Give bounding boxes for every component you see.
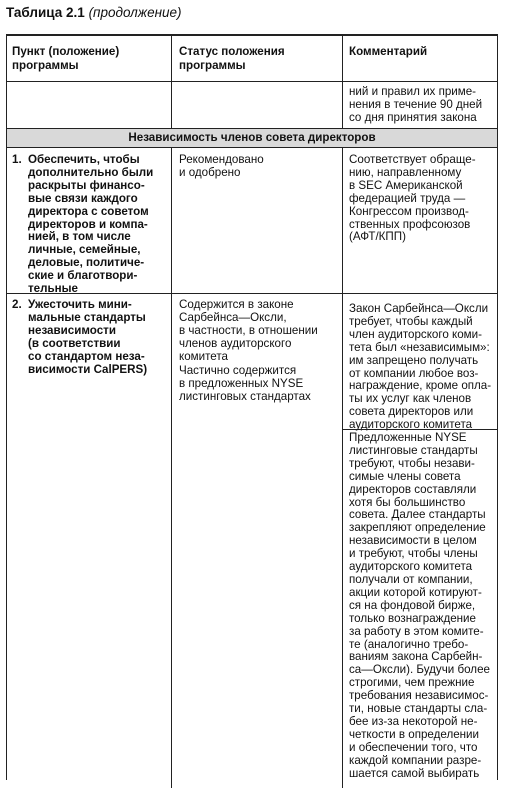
- row-number: 1.: [12, 153, 22, 166]
- table-header: [7, 36, 497, 82]
- column-divider: [171, 148, 172, 788]
- row-comment: Соответствует обраще- нию, направленному в SEC Американской федерацией труда — Конгрессом производ- ственных профсоюзов (АФТ/КПП): [349, 153, 476, 244]
- table-caption: [6, 4, 182, 22]
- table: [6, 34, 498, 780]
- row-status: Рекомендовано и одобрено: [179, 153, 264, 179]
- header-comment: Комментарий: [349, 45, 428, 58]
- row-status-primary: Содержится в законе Сарбейнса—Оксли, в частности, в отношении членов аудиторского комитета: [179, 298, 318, 363]
- row-comment-secondary: Предложенные NYSE листинговые стандарты требуют, чтобы незави- симые члены совета директоров составляли хотя бы большинство совета. Далее стандарты закрепляют определение независимости в целом и требуют, чтобы члены аудиторского комитета получали от компании, акции которой котируют- ся на фондовой бирже, только вознаграждение за работу в этом комите- те (аналогично требо- ваниям закона Сарбейн- са—Оксли). Будучи более строгими, чем прежние требования независимос- ти, новые стандарты сла- бее из-за некоторой не- четкости в определении и обеспечении того, что каждой компании разре- шается самой выбирать: [349, 431, 490, 780]
- header-item: Пункт (положение) программы: [12, 45, 120, 72]
- table-caption-continued: (продолжение): [88, 5, 182, 20]
- row-separator: [7, 293, 497, 294]
- row-item: Ужесточить мини- мальные стандарты независимости (в соответствии со стандартом неза- висимости CalPERS): [28, 298, 148, 376]
- continued-comment: ний и правил их приме- нения в течение 90 дней со дня принятия закона: [349, 85, 483, 124]
- row-status-secondary: Частично содержится в предложенных NYSE листинговых стандартах: [179, 364, 311, 403]
- section-title: Независимость членов совета директоров: [7, 128, 497, 148]
- row-item: Обеспечить, чтобы дополнительно были раскрыты финансо- вые связи каждого директора с советом директоров и компа- нией, в том числе личные, семейные, деловые, политиче- ские и благотвори- тельные: [28, 153, 154, 296]
- table-caption-label: Таблица 2.1: [6, 5, 85, 20]
- row-comment-primary: Закон Сарбейнса—Оксли требует, чтобы каждый член аудиторского коми- тета был «независимым»: им запрещено получать от компании любое воз- награждение, кроме опла- ты их услуг как членов совета директоров или аудиторского комитета: [349, 302, 492, 432]
- comment-separator: [342, 429, 497, 430]
- header-status: Статус положения программы: [179, 45, 285, 72]
- column-divider: [342, 148, 343, 788]
- row-number: 2.: [12, 298, 22, 311]
